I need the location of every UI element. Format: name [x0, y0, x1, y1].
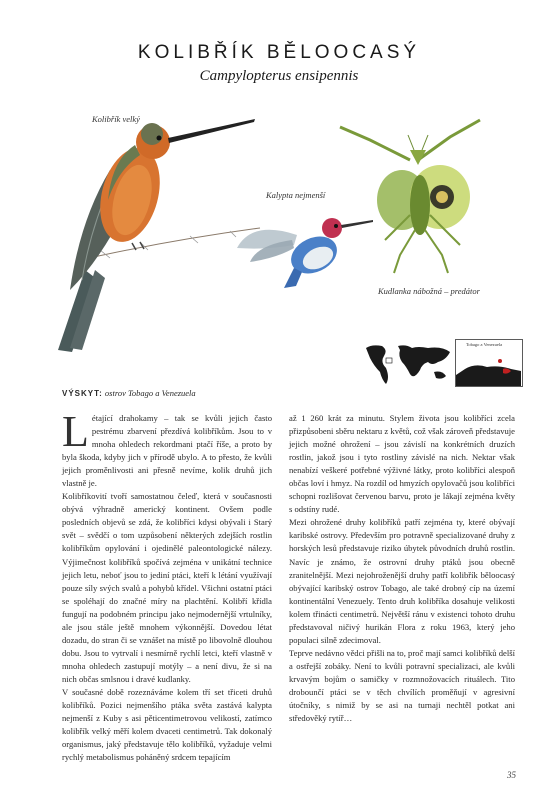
paragraph: V současné době rozeznáváme kolem tří set třiceti druhů kolibříků. Pozici nejmenšího ptáka světa zastává kalypta nejmenší z Kuby s asi pěticentimetrovou velikostí, zatímco kolibřík velký měří kolem dvaceti centimetrů. Tak dokonalý organismus, jaký představuje tělo kolibříků, vyžaduje velmi rychlý metabolismus poháněný srdcem tepajícím — [62, 686, 272, 763]
range-label: VÝSKYT: — [62, 389, 103, 398]
caption-mantis: Kudlanka nábožná – predátor — [378, 286, 480, 296]
range-value: ostrov Tobago a Venezuela — [104, 388, 196, 398]
caption-giant-hummingbird: Kolibřík velký — [92, 114, 140, 124]
caption-bee-hummingbird: Kalypta nejmenší — [266, 190, 326, 200]
latin-name: Campylopterus ensipennis — [199, 68, 359, 84]
drop-cap: L — [62, 407, 89, 456]
paragraph: Kolibříkovití tvoří samostatnou čeleď, která v současnosti obývá výhradně americký kontinent. Ovšem podle posledních objevů se zdá, že kolibříci kdysi obývali i Starý svět – svědčí o tom uzpůsobení některých zdejších rostlin kolibříkům opylování i ojedinělé paleontologické nálezy. Výjimečnost kolibříků spočívá zejména v unikátní technice jejich letu, neboť jsou to jediní ptáci, kteří k létání využívají pouze síly svých svalů a pohybů křídel. Všichni ostatní ptáci se spoléhají do značné míry na plachtění. Kolibří křídla fungují na podobném principu jako nejmodernější vrtulníky, ale jsou stále ještě mnohem výkonnější. Dovedou létat dozadu, do stran či se vznášet na místě po libovolně dlouhou dobu. Jsou to vytrvalí i nesmírně rychlí letci, kteří vlastně v mnoha ohledech zastupují motýly – a není divu, že si na nich občas smlsnou i dravé kudlanky. — [62, 491, 272, 684]
paragraph: Teprve nedávno vědci přišli na to, proč mají samci kolibříků delší a ostřejší zobáky. Není to kvůli potravní specializaci, ale kvůli krvavým bojům o samičky v rozmnožovacích rituálech. Tito drobounčí ptáci se v těch chvílích proměňují v agresivní útočníky, s nimiž by se asi na turnaji nechtěl potkat ani středověký rytíř… — [289, 647, 515, 724]
paragraph: až 1 260 krát za minutu. Stylem života jsou kolibříci zcela přizpůsobeni sběru nektaru z květů, což však zároveň představuje jejich možné ohrožení – jsou závislí na konkrétních druzích rostlin, jakož jsou i tyto rostliny závislé na nich. Nektar však nenabízí veškeré potřebné výživné látky, proto kolibříci alespoň občas loví i hmyz. Na rozdíl od hmyzích opylovačů jsou kolibříci schopni rozlišovat červenou barvu, proto je lákají zejména květy s odstíny rudé. — [289, 413, 515, 515]
text-column-right — [289, 412, 515, 725]
page-number: 35 — [507, 770, 516, 780]
paragraph: Mezi ohrožené druhy kolibříků patří zejména ty, které obývají karibské ostrovy. Především pro potravně specializované druhy z horských lesů představuje riziko úbytek původních druhů rostlin. Navíc je známo, že ostrovní druhy ptáků jsou obecně zranitelnější. Mezi nejohroženější druhy patří kolibřík běloocasý obývající karibský ostrov Tobago, ale také drobný cíp na území kontinentální Venezuely. Tento druh kolibříka dosahuje velikosti kolem třinácti centimetrů. Největší ránu v existenci tohoto druhu představoval ničivý hurikán Flora z roku 1963, který jeho populaci silně zdecimoval. — [289, 517, 515, 645]
world-map — [362, 340, 454, 388]
map-label: Tobago a Venezuela — [466, 342, 503, 347]
text-column-left — [62, 407, 272, 764]
paragraph: Létající drahokamy – tak se kvůli jejich často pestrému zbarvení přezdívá kolibříkům. Jsou to v mnoha ohledech rekordmani ptačí říše, a proto by byla škoda, kdyby jich v přírodě ubylo. A to přesto, že kvůli jejich proměnlivosti ani přesně nevíme, kolik druhů jich vlastně je. — [62, 407, 272, 489]
mantis-illustration — [330, 105, 510, 275]
range-line — [62, 388, 196, 398]
page-title: KOLIBŘÍK BĚLOOCASÝ — [137, 42, 421, 63]
